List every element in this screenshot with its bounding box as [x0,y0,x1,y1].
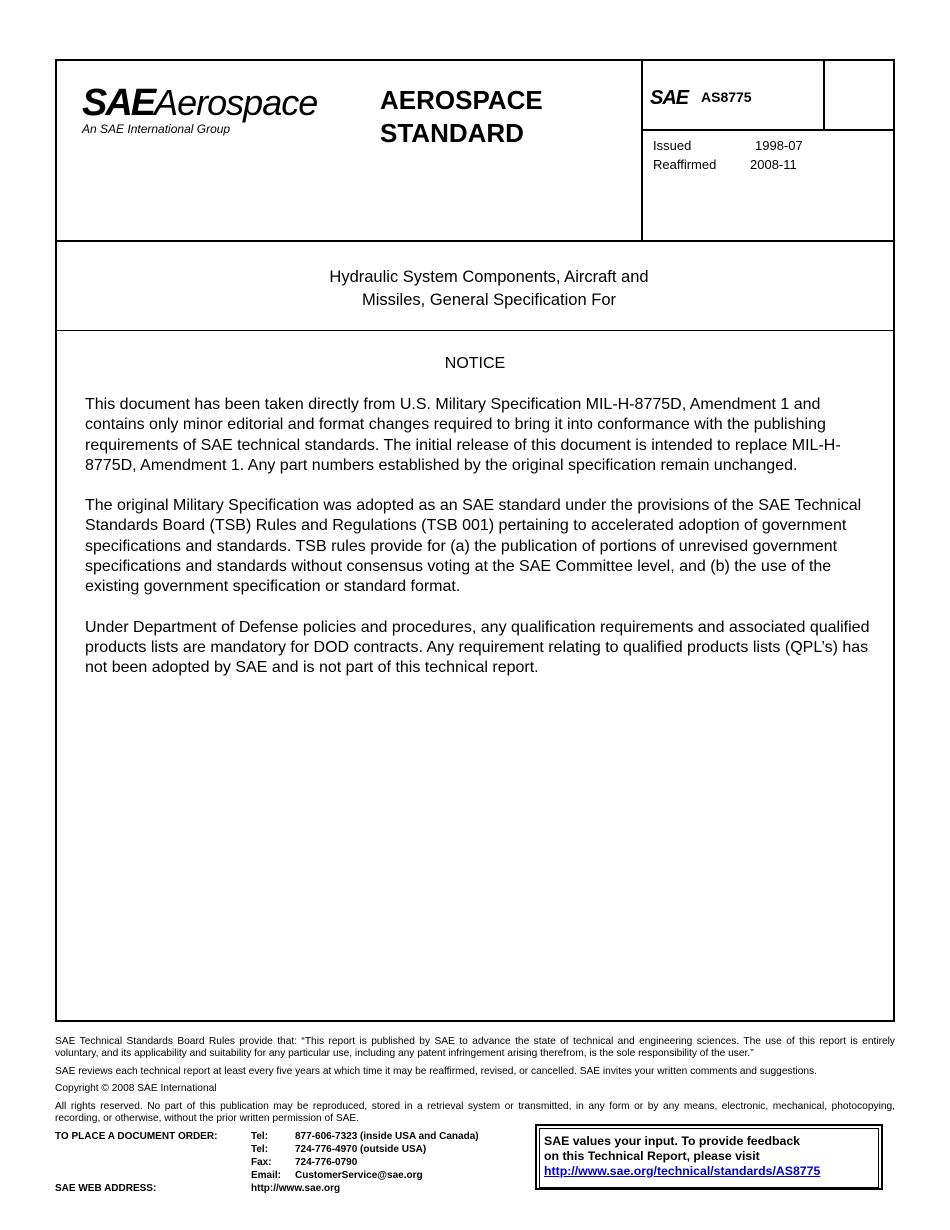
order-label: TO PLACE A DOCUMENT ORDER: [55,1131,218,1142]
contact-key: Email: [251,1170,282,1181]
footer-legal [55,1036,895,1130]
feedback-text [544,1134,820,1179]
notice-body [85,395,875,699]
review-text: SAE reviews each technical report at least every five years at which time it may be reaffirmed, revised, or cancelled. SAE invites your written comments and suggestions. [55,1065,817,1077]
document-type [380,84,543,150]
doc-number-vertical-divider [823,59,825,131]
header-divider [55,240,895,242]
issued-date: 1998-07 [755,138,803,153]
contact-value: 877-606-7323 (inside USA and Canada) [295,1131,479,1142]
issued-label: Issued [653,138,692,153]
web-address-label: SAE WEB ADDRESS: [55,1183,157,1194]
title-line1: Hydraulic System Components, Aircraft and [329,268,649,286]
logo-brand: SAE [82,82,155,124]
contact-email[interactable]: CustomerService@sae.org [295,1170,423,1181]
title-line2: Missiles, General Specification For [361,291,616,309]
web-address[interactable]: http://www.sae.org [251,1183,341,1194]
contact-key: Tel: [251,1131,269,1142]
contact-row [251,1156,357,1169]
doc-type-line1: AEROSPACE [380,85,543,115]
reaffirmed-label: Reaffirmed [653,157,717,172]
tsb-rules-text: SAE Technical Standards Board Rules provide that: “This report is published by SAE to advance the state of technical and engineering sciences. The use of this report is entirely voluntary, and its applicability and suitability for any particular use, including any patent infringement arising therefrom, is the sole responsibility of the user.” [55,1036,895,1060]
feedback-line2: on this Technical Report, please visit [544,1149,760,1163]
feedback-link[interactable]: http://www.sae.org/technical/standards/AS8775 [544,1164,821,1178]
contact-value: 724-776-4970 (outside USA) [295,1144,427,1155]
logo-product: Aerospace [154,82,318,123]
document-number: AS8775 [701,89,752,105]
notice-paragraph: The original Military Specification was adopted as an SAE standard under the provisions of the SAE Technical Standards Board (TSB) Rules and Regulations (TSB 001) pertaining to accelerated adoption of government specifications and standards. TSB rules provide for (a) the publication of portions of unrevised government specifications and standards without consensus voting at the SAE Committee level, and (b) the use of the existing government specification or standard format. [85,497,862,596]
copyright-text: Copyright © 2008 SAE International [55,1083,217,1095]
reaffirmed-date: 2008-11 [750,157,797,172]
notice-heading: NOTICE [444,355,506,372]
sae-small-logo: SAE [650,87,689,109]
header-vertical-divider [641,59,643,242]
contact-key: Fax: [251,1157,272,1168]
logo-subtitle: An SAE International Group [82,122,231,136]
contact-value: 724-776-0790 [295,1157,358,1168]
rights-text: All rights reserved. No part of this publication may be reproduced, stored in a retrieval system or transmitted, in any form or by any means, electronic, mechanical, photocopying, recording, or otherwise, without the prior written permission of SAE. [55,1100,895,1125]
notice-paragraph: Under Department of Defense policies and procedures, any qualification requirements and associated qualified products lists are mandatory for DOD contracts. Any requirement relating to qualified products lists (QPL’s) has not been adopted by SAE and is not part of this technical report. [85,618,870,677]
doc-number-divider [641,129,895,131]
document-title [60,266,918,312]
notice-paragraph: This document has been taken directly from U.S. Military Specification MIL-H-8775D, Amendment 1 and contains only minor editorial and format changes required to bring it into conformance with the publishing requirements of SAE technical standards. The initial release of this document is intended to replace MIL-H-8775D, Amendment 1. Any part numbers established by the original specification remain unchanged. [85,396,841,474]
sae-aerospace-logo [82,84,332,144]
feedback-line1: SAE values your input. To provide feedback [544,1134,801,1148]
contact-row [251,1130,479,1143]
contact-key: Tel: [251,1144,269,1155]
contact-row [251,1143,426,1156]
doc-type-line2: STANDARD [380,118,524,148]
title-divider [55,330,895,331]
contact-row [251,1169,423,1182]
